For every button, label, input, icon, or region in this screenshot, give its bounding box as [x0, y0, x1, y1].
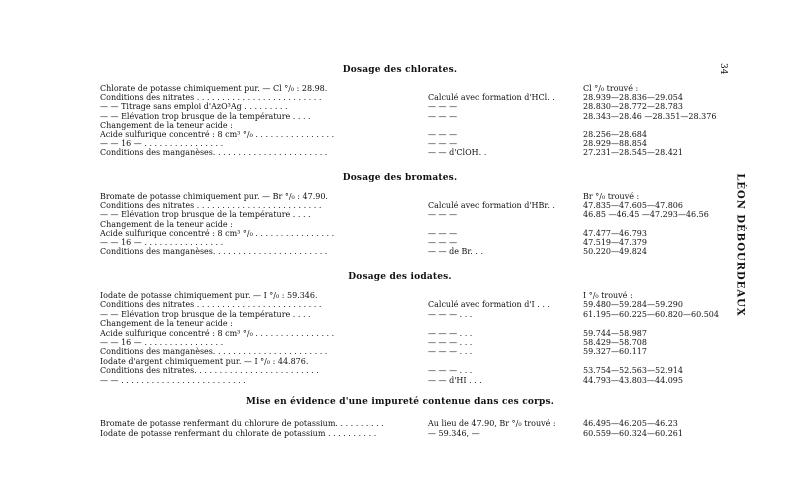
row-values: 46.85 —46.45 —47.293—46.56 — [583, 210, 709, 220]
row-values: 59.744—58.987 — [583, 328, 647, 338]
row-values: 28.929—88.854 — [583, 139, 647, 149]
table-row — [0, 376, 800, 386]
row-method: — — d'ClOH. . — [428, 148, 487, 158]
row-method: — — — — [428, 130, 458, 139]
row-method: Au lieu de 47.90, Br °/₀ trouvé : — [428, 419, 556, 428]
row-label: Bromate de potasse renfermant du chlorure de potassium. . . . . . . . . . — [100, 419, 384, 428]
row-label: Acide sulfurique concentré : 8 cm³ °/₀ . . . . . . . . . . . . . . . . — [100, 228, 335, 238]
row-label: Changement de la teneur acide : — [100, 120, 233, 130]
running-head-text: LÉON DÉBOURDEAUX — [734, 173, 746, 317]
row-label: Conditions des manganèses. . . . . . . . . . . . . . . . . . . . . . . — [100, 347, 328, 357]
row-label: Conditions des nitrates. . . . . . . . . . . . . . . . . . . . . . . . . — [100, 366, 319, 376]
row-label: — — Elévation trop brusque de la température . . . . — [100, 309, 311, 319]
table-row — [0, 419, 800, 429]
row-label: — — Titrage sans emploi d'AzO³Ag . . . . . . . . . — [100, 102, 288, 112]
row-label: — — 16 — . . . . . . . . . . . . . . . . — [100, 238, 224, 247]
row-values: 47.477—46.793 — [583, 228, 647, 238]
row-values: 59.480—59.284—59.290 — [583, 300, 683, 310]
row-method: — — — — [428, 210, 458, 220]
row-method: Calculé avec formation d'HBr. . — [428, 201, 555, 211]
row-method: — — — . . . — [428, 309, 473, 319]
row-label: — — Elévation trop brusque de la température . . . . — [100, 210, 311, 220]
row-label: Conditions des nitrates . . . . . . . . . . . . . . . . . . . . . . . . . — [100, 201, 322, 211]
row-values: 60.559—60.324—60.261 — [583, 428, 683, 438]
row-method: Calculé avec formation d'HCl. . — [428, 93, 555, 103]
row-label: Bromate de potasse chimiquement pur. — Br °/₀ : 47.90. — [100, 192, 328, 201]
page-number: 34 — [718, 63, 728, 75]
section-title-iodates: Dosage des iodates. — [348, 272, 452, 282]
row-values: 58.429—58.708 — [583, 338, 647, 347]
row-values: 47.519—47.379 — [583, 238, 647, 247]
table-row — [0, 148, 800, 158]
row-label: Chlorate de potasse chimiquement pur. — Cl °/₀ : 28.98. — [100, 84, 328, 93]
row-method: — 59.346, — — [428, 428, 480, 438]
row-method: — — d'HI . . . — [428, 375, 482, 385]
row-values: 28.939—28.836—29.054 — [583, 93, 683, 103]
table-row — [0, 247, 800, 257]
row-label: Iodate d'argent chimiquement pur. — I °/₀ : 44.876. — [100, 356, 309, 366]
row-method: — — — — [428, 111, 458, 121]
row-values: 53.754—52.563—52.914 — [583, 366, 683, 376]
row-method: — — — — [428, 102, 458, 112]
row-label: Conditions des manganèses. . . . . . . . . . . . . . . . . . . . . . . — [100, 148, 328, 158]
row-label: Changement de la teneur acide : — [100, 219, 233, 229]
row-label: — — . . . . . . . . . . . . . . . . . . . . . . . . . — [100, 375, 246, 385]
row-label: — — 16 — . . . . . . . . . . . . . . . . — [100, 338, 224, 347]
row-values: 47.835—47.605—47.806 — [583, 201, 683, 211]
row-method: — — — . . . — [428, 328, 473, 338]
row-method: — — — — [428, 238, 458, 247]
row-values: Cl °/₀ trouvé : — [583, 84, 639, 93]
row-values: I °/₀ trouvé : — [583, 291, 633, 300]
row-method: — — — — [428, 228, 458, 238]
row-label: — — 16 — . . . . . . . . . . . . . . . . — [100, 139, 224, 149]
row-label: Conditions des manganèses. . . . . . . . . . . . . . . . . . . . . . . — [100, 247, 328, 257]
row-method: Calculé avec formation d'I . . . — [428, 300, 550, 310]
row-values: 28.830—28.772—28.783 — [583, 102, 683, 112]
row-values: 50.220—49.824 — [583, 247, 647, 257]
row-label: Acide sulfurique concentré : 8 cm³ °/₀ . . . . . . . . . . . . . . . . — [100, 130, 335, 139]
row-values: 28.256—28.684 — [583, 130, 647, 139]
row-label: Conditions des nitrates . . . . . . . . . . . . . . . . . . . . . . . . . — [100, 93, 322, 103]
row-values: 28.343—28.46 —28.351—28.376 — [583, 111, 717, 121]
section-title-impurete: Mise en évidence d'une impureté contenue dans ces corps. — [245, 397, 555, 407]
row-values: Br °/₀ trouvé : — [583, 192, 640, 201]
row-label: Changement de la teneur acide : — [100, 319, 233, 329]
row-label: Iodate de potasse renfermant du chlorate de potassium . . . . . . . . . . — [100, 428, 377, 438]
row-label: Acide sulfurique concentré : 8 cm³ °/₀ . . . . . . . . . . . . . . . . — [100, 328, 335, 338]
row-values: 46.495—46.205—46.23 — [583, 419, 678, 428]
row-label: Iodate de potasse chimiquement pur. — I °/₀ : 59.346. — [100, 291, 318, 300]
row-method: — — — — [428, 139, 458, 149]
section-title-bromates: Dosage des bromates. — [342, 173, 458, 183]
row-method: — — — . . . — [428, 347, 473, 357]
row-values: 59.327—60.117 — [583, 347, 647, 357]
table-row — [0, 429, 800, 439]
row-values: 44.793—43.803—44.095 — [583, 375, 683, 385]
row-label: Conditions des nitrates . . . . . . . . . . . . . . . . . . . . . . . . . — [100, 300, 322, 310]
row-values: 61.195—60.225—60.820—60.504 — [583, 309, 719, 319]
section-title-chlorates: Dosage des chlorates. — [342, 65, 458, 75]
row-values: 27.231—28.545—28.421 — [583, 148, 683, 158]
row-label: — — Elévation trop brusque de la température . . . . — [100, 111, 311, 121]
row-method: — — — . . . — [428, 338, 473, 347]
row-method: — — de Br. . . — [428, 247, 484, 257]
row-method: — — — . . . — [428, 366, 473, 376]
